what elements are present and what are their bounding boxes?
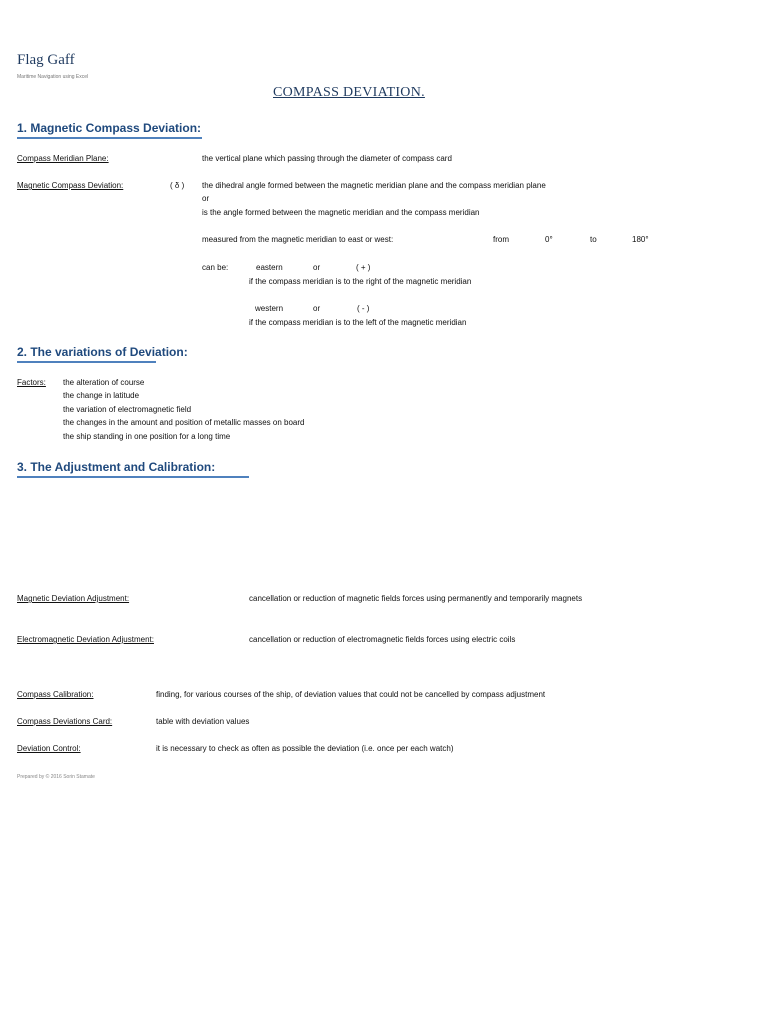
from-text: from — [493, 235, 509, 244]
section1-heading: 1. Magnetic Compass Deviation: — [17, 121, 202, 135]
factor-item: the variation of electromagnetic field — [63, 405, 192, 414]
factor-item: the changes in the amount and position of metallic masses on board — [63, 418, 305, 427]
factor-item: the ship standing in one position for a long time — [63, 432, 231, 441]
factor-item: the change in latitude — [63, 391, 140, 400]
western-description: if the compass meridian is to the left of the magnetic meridian — [249, 318, 467, 327]
from-value: 0° — [545, 235, 553, 244]
mcd-or: or — [202, 194, 210, 203]
section2-heading: 2. The variations of Deviation: — [17, 345, 188, 359]
magnetic-deviation-adjustment-label: Magnetic Deviation Adjustment: — [17, 594, 130, 603]
section3-heading: 3. The Adjustment and Calibration: — [17, 460, 216, 474]
mcd-definition-1: the dihedral angle formed between the magnetic meridian plane and the compass meridian plane — [202, 181, 546, 190]
mcd-definition-2: is the angle formed between the magnetic meridian and the compass meridian — [202, 208, 480, 217]
compass-calibration-def: finding, for various courses of the ship, of deviation values that could not be cancelled by compass adjustment — [156, 690, 546, 699]
compass-meridian-plane-label: Compass Meridian Plane: — [17, 154, 109, 163]
compass-deviations-card-label: Compass Deviations Card: — [17, 717, 113, 726]
page-title: COMPASS DEVIATION. — [273, 85, 425, 100]
magnetic-deviation-adjustment-def: cancellation or reduction of magnetic fields forces using permanently and temporarily magnets — [249, 594, 583, 603]
compass-deviations-card-def: table with deviation values — [156, 717, 250, 726]
factors-label: Factors: — [17, 378, 46, 387]
compass-meridian-plane-def: the vertical plane which passing through the diameter of compass card — [202, 154, 452, 163]
western-text: western — [255, 304, 284, 313]
plus-sign: ( + ) — [356, 263, 371, 272]
deviation-control-label: Deviation Control: — [17, 744, 81, 753]
to-text: to — [590, 235, 597, 244]
can-be-text: can be: — [202, 263, 229, 272]
measured-text: measured from the magnetic meridian to east or west: — [202, 235, 394, 244]
eastern-text: eastern — [256, 263, 283, 272]
compass-calibration-label: Compass Calibration: — [17, 690, 94, 699]
deviation-control-def: it is necessary to check as often as possible the deviation (i.e. once per each watch) — [156, 744, 454, 753]
section2-rule — [17, 361, 156, 363]
brand-title: Flag Gaff — [17, 52, 75, 68]
minus-sign: ( - ) — [357, 304, 370, 313]
magnetic-compass-deviation-label: Magnetic Compass Deviation: — [17, 181, 124, 190]
section1-rule — [17, 137, 202, 139]
electromagnetic-deviation-adjustment-label: Electromagnetic Deviation Adjustment: — [17, 635, 154, 644]
or-western: or — [313, 304, 321, 313]
brand-subtitle: Maritime Navigation using Excel — [17, 74, 89, 80]
delta-symbol: ( δ ) — [170, 181, 185, 190]
eastern-description: if the compass meridian is to the right of the magnetic meridian — [249, 277, 472, 286]
or-eastern: or — [313, 263, 321, 272]
footer-credit: Prepared by © 2016 Sorin Stamate — [17, 774, 95, 780]
section3-rule — [17, 476, 249, 478]
factor-item: the alteration of course — [63, 378, 145, 387]
electromagnetic-deviation-adjustment-def: cancellation or reduction of electromagnetic fields forces using electric coils — [249, 635, 516, 644]
to-value: 180° — [632, 235, 649, 244]
